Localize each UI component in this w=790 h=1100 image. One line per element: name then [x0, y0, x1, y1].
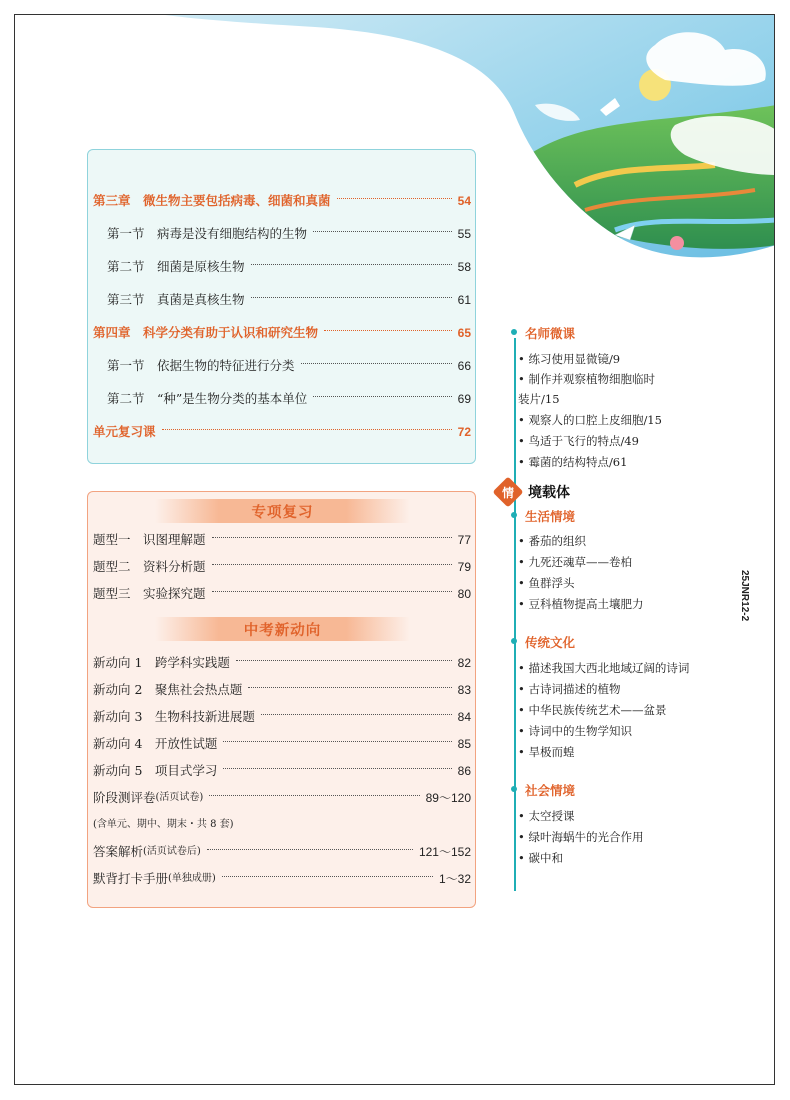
- toc-label: 第二节 “种”是生物分类的基本单位: [107, 391, 308, 406]
- toc-page: 1～32: [438, 872, 471, 886]
- toc-label: 阶段测评卷: [93, 790, 156, 805]
- toc-row-question-type[interactable]: [93, 559, 471, 575]
- toc-note: (活页试卷后): [143, 846, 201, 857]
- context-badge-char: 情: [501, 486, 514, 500]
- lesson-item[interactable]: • 制作并观察植物细胞临时: [518, 372, 655, 386]
- toc-row-stage-tests-note: [93, 817, 471, 833]
- toc-page: 77: [457, 533, 471, 547]
- life-item: • 番茄的组织: [518, 534, 586, 548]
- life-item: • 鱼群浮头: [518, 576, 575, 590]
- page-frame: [14, 14, 775, 1085]
- toc-label: 第二节 细菌是原核生物: [107, 259, 245, 274]
- toc-page: 58: [457, 260, 471, 274]
- toc-label: 答案解析: [93, 844, 144, 859]
- tradition-item: • 诗词中的生物学知识: [518, 724, 632, 738]
- toc-row-chapter-3[interactable]: [93, 193, 471, 209]
- tradition-title: 传统文化: [525, 635, 576, 650]
- bullet-dot-icon: [511, 512, 517, 518]
- toc-row-section[interactable]: [107, 259, 471, 275]
- toc-label: 第三章 微生物主要包括病毒、细菌和真菌: [93, 193, 331, 208]
- toc-page: 86: [457, 764, 471, 778]
- toc-page: 54: [457, 194, 471, 208]
- toc-row-trend[interactable]: [93, 682, 471, 698]
- toc-page: 66: [457, 359, 471, 373]
- toc-label: 题型三 实验探究题: [93, 586, 206, 601]
- toc-page: 61: [457, 293, 471, 307]
- toc-row-question-type[interactable]: [93, 532, 471, 548]
- toc-row-section[interactable]: [107, 226, 471, 242]
- toc-row-handbook[interactable]: [93, 871, 471, 887]
- toc-row-trend[interactable]: [93, 709, 471, 725]
- lesson-item[interactable]: 装片/15: [518, 392, 560, 406]
- toc-page: 121～152: [418, 845, 471, 859]
- toc-row-section[interactable]: [107, 292, 471, 308]
- toc-page: 83: [457, 683, 471, 697]
- tradition-item: • 旱极而蝗: [518, 745, 575, 759]
- bullet-dot-icon: [511, 786, 517, 792]
- toc-row-question-type[interactable]: [93, 586, 471, 602]
- toc-page: 82: [457, 656, 471, 670]
- toc-label: 新动向 3 生物科技新进展题: [93, 709, 255, 724]
- toc-note: (单独成册): [168, 873, 216, 884]
- toc-label: 新动向 2 聚焦社会热点题: [93, 682, 243, 697]
- toc-page: 65: [457, 326, 471, 340]
- toc-row-trend[interactable]: [93, 655, 471, 671]
- toc-label: 新动向 4 开放性试题: [93, 736, 218, 751]
- exam-trends-banner: 中考新动向: [155, 617, 410, 641]
- toc-page: 72: [457, 425, 471, 439]
- life-item: • 九死还魂草——卷柏: [518, 555, 632, 569]
- toc-page: 79: [457, 560, 471, 574]
- tradition-item: • 中华民族传统艺术——盆景: [518, 703, 667, 717]
- toc-row-stage-tests[interactable]: [93, 790, 471, 806]
- toc-row-trend[interactable]: [93, 763, 471, 779]
- toc-page: 80: [457, 587, 471, 601]
- toc-row-section[interactable]: [107, 358, 471, 374]
- toc-label: 单元复习课: [93, 424, 156, 439]
- lesson-item[interactable]: • 练习使用显微镜/9: [518, 352, 621, 366]
- toc-row-answers[interactable]: [93, 844, 471, 860]
- toc-row-trend[interactable]: [93, 736, 471, 752]
- lesson-item[interactable]: • 鸟适于飞行的特点/49: [518, 434, 639, 448]
- society-item: • 碳中和: [518, 851, 563, 865]
- lesson-item[interactable]: • 观察人的口腔上皮细胞/15: [518, 413, 662, 427]
- teacher-lessons-title: 名师微课: [525, 326, 576, 341]
- toc-label: 新动向 5 项目式学习: [93, 763, 218, 778]
- life-context-title: 生活情境: [525, 509, 576, 524]
- sidebar-divider: [514, 338, 516, 891]
- toc-label: 第一节 病毒是没有细胞结构的生物: [107, 226, 308, 241]
- toc-page: 84: [457, 710, 471, 724]
- tradition-item: • 描述我国大西北地域辽阔的诗词: [518, 661, 690, 675]
- toc-label: 第一节 依据生物的特征进行分类: [107, 358, 295, 373]
- side-code-label: 25JNR12-2: [739, 570, 750, 622]
- lesson-item[interactable]: • 霉菌的结构特点/61: [518, 455, 628, 469]
- special-review-banner: 专项复习: [155, 499, 410, 523]
- toc-note: (活页试卷): [155, 792, 204, 803]
- toc-label: 默背打卡手册: [93, 871, 169, 886]
- toc-label: 第三节 真菌是真核生物: [107, 292, 245, 307]
- toc-page: 85: [457, 737, 471, 751]
- toc-row-section[interactable]: [107, 391, 471, 407]
- context-title: 境载体: [528, 485, 570, 501]
- tradition-item: • 古诗词描述的植物: [518, 682, 621, 696]
- toc-page: 89～120: [425, 791, 471, 805]
- society-item: • 太空授课: [518, 809, 575, 823]
- toc-row-chapter-4[interactable]: [93, 325, 471, 341]
- life-item: • 豆科植物提高土壤肥力: [518, 597, 644, 611]
- bullet-dot-icon: [511, 329, 517, 335]
- toc-row-unit-review[interactable]: [93, 424, 471, 440]
- toc-label: 第四章 科学分类有助于认识和研究生物: [93, 325, 319, 340]
- society-title: 社会情境: [525, 783, 576, 798]
- toc-label: 题型二 资料分析题: [93, 559, 206, 574]
- toc-page: 55: [457, 227, 471, 241]
- toc-label: 新动向 1 跨学科实践题: [93, 655, 230, 670]
- society-item: • 绿叶海蜗牛的光合作用: [518, 830, 644, 844]
- bullet-dot-icon: [511, 638, 517, 644]
- toc-label: 题型一 识图理解题: [93, 532, 206, 547]
- toc-note: (含单元、期中、期末・共 8 套): [93, 819, 234, 830]
- toc-page: 69: [457, 392, 471, 406]
